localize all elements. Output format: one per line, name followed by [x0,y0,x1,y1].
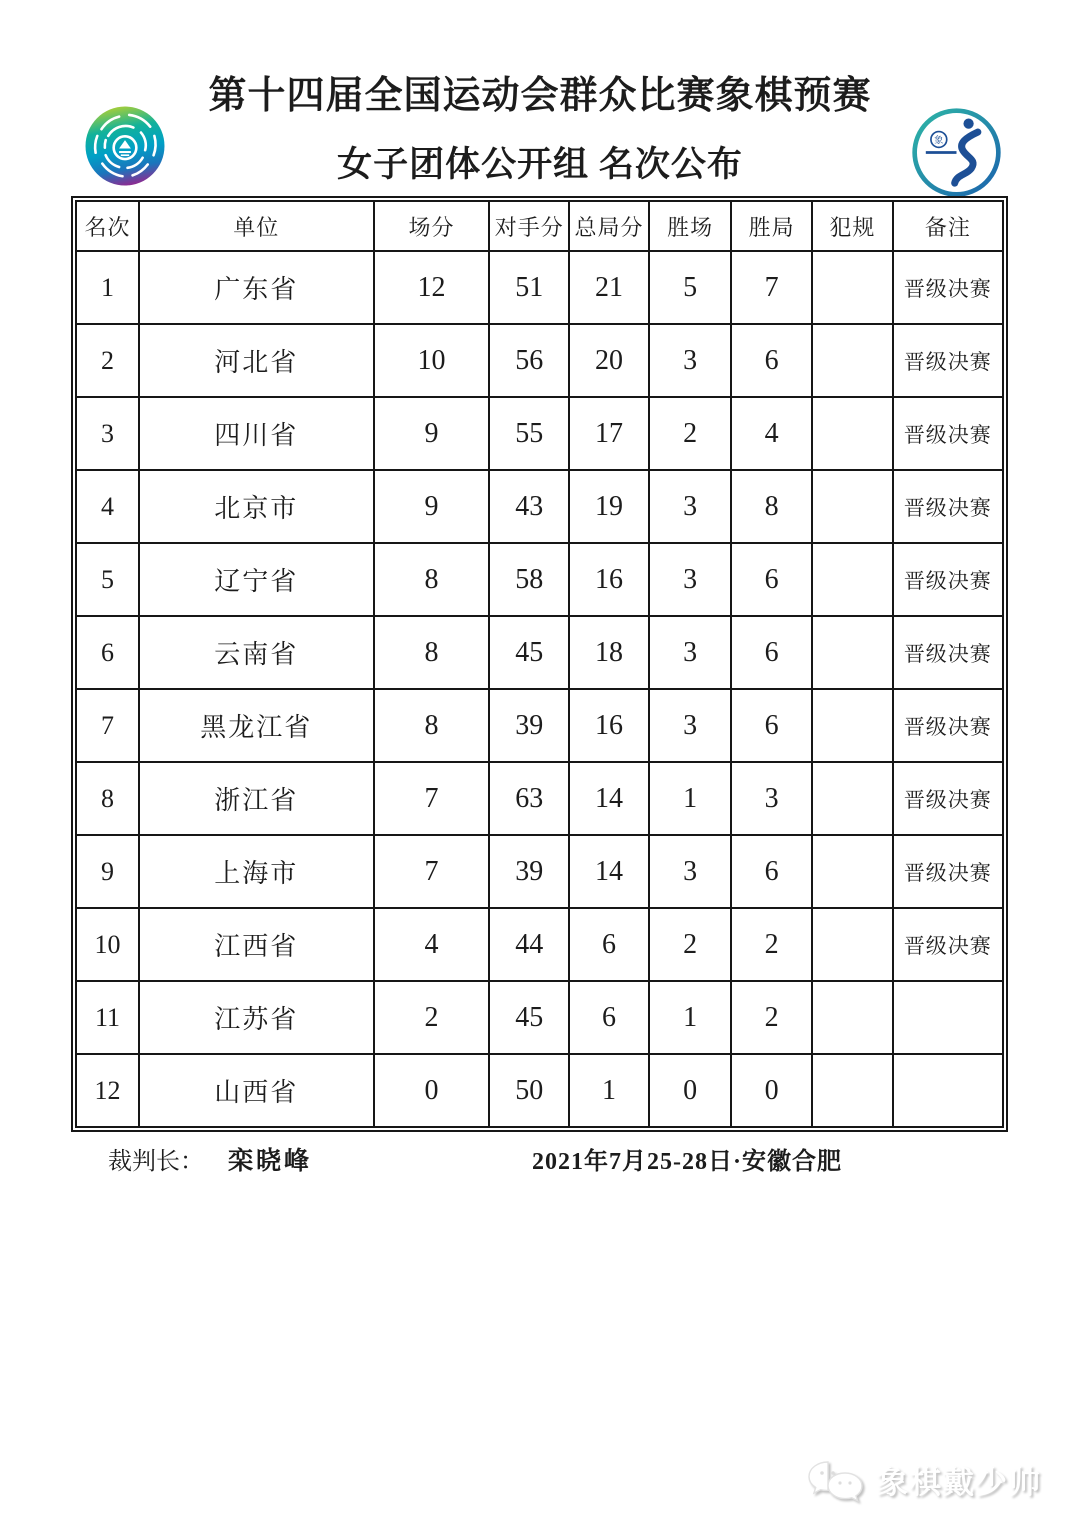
table-row [76,616,1003,689]
table-row [76,908,1003,981]
opponent-points-cell: 50 [489,1054,569,1127]
wins-cell: 5 [649,251,732,324]
fouls-cell [812,981,893,1054]
watermark-text: 象棋戴少帅 [877,1464,1042,1500]
opponent-points-cell: 44 [489,908,569,981]
column-header-wins: 胜场 [649,201,732,251]
fouls-cell [812,1054,893,1127]
wins-cell: 3 [649,689,732,762]
column-header-fouls: 犯规 [812,201,893,251]
opponent-points-cell: 63 [489,762,569,835]
rank-cell: 12 [76,1054,139,1127]
total-game-points-cell: 6 [569,981,649,1054]
rank-cell: 7 [76,689,139,762]
opponent-points-cell: 43 [489,470,569,543]
table-row [76,543,1003,616]
total-game-points-cell: 14 [569,762,649,835]
remark-cell: 晋级决赛 [893,470,1003,543]
wins-cell: 0 [649,1054,732,1127]
table-row [76,762,1003,835]
match-points-cell: 8 [374,689,490,762]
wins-cell: 3 [649,616,732,689]
total-game-points-cell: 16 [569,689,649,762]
remark-cell: 晋级决赛 [893,908,1003,981]
fouls-cell [812,470,893,543]
wechat-icon [805,1459,867,1505]
unit-cell: 上海市 [139,835,374,908]
game-wins-cell: 0 [731,1054,812,1127]
column-header-match-points: 场分 [374,201,490,251]
game-wins-cell: 6 [731,324,812,397]
game-wins-cell: 6 [731,543,812,616]
opponent-points-cell: 56 [489,324,569,397]
match-points-cell: 2 [374,981,490,1054]
referee-label: 裁判长： [108,1149,204,1175]
opponent-points-cell: 39 [489,689,569,762]
column-header-unit: 单位 [139,201,374,251]
remark-cell [893,1054,1003,1127]
opponent-points-cell: 51 [489,251,569,324]
wins-cell: 2 [649,397,732,470]
rank-cell: 1 [76,251,139,324]
remark-cell: 晋级决赛 [893,324,1003,397]
results-table [71,196,1008,1132]
unit-cell: 四川省 [139,397,374,470]
column-header-game-wins: 胜局 [731,201,812,251]
remark-cell: 晋级决赛 [893,543,1003,616]
game-wins-cell: 6 [731,689,812,762]
total-game-points-cell: 17 [569,397,649,470]
watermark [805,1459,1042,1505]
game-wins-cell: 3 [731,762,812,835]
match-points-cell: 9 [374,397,490,470]
wins-cell: 3 [649,835,732,908]
remark-cell: 晋级决赛 [893,689,1003,762]
rank-cell: 6 [76,616,139,689]
column-header-remark: 备注 [893,201,1003,251]
rank-cell: 8 [76,762,139,835]
page-title: 第十四届全国运动会群众比赛象棋预赛 [208,75,872,117]
table-row [76,397,1003,470]
table-row [76,324,1003,397]
rank-cell: 10 [76,908,139,981]
fouls-cell [812,616,893,689]
opponent-points-cell: 45 [489,616,569,689]
column-header-opponent-points: 对手分 [489,201,569,251]
game-wins-cell: 7 [731,251,812,324]
match-points-cell: 10 [374,324,490,397]
table-row [76,251,1003,324]
remark-cell: 晋级决赛 [893,835,1003,908]
total-game-points-cell: 1 [569,1054,649,1127]
opponent-points-cell: 45 [489,981,569,1054]
xiangqi-event-logo-icon [910,106,1003,199]
rank-cell: 4 [76,470,139,543]
fouls-cell [812,762,893,835]
total-game-points-cell: 20 [569,324,649,397]
total-game-points-cell: 6 [569,908,649,981]
unit-cell: 河北省 [139,324,374,397]
match-points-cell: 12 [374,251,490,324]
unit-cell: 北京市 [139,470,374,543]
rank-cell: 5 [76,543,139,616]
total-game-points-cell: 18 [569,616,649,689]
wins-cell: 3 [649,543,732,616]
table-row [76,835,1003,908]
footer [0,1141,1080,1177]
opponent-points-cell: 39 [489,835,569,908]
game-wins-cell: 6 [731,835,812,908]
unit-cell: 云南省 [139,616,374,689]
event-date: 2021年7月25-28日·安徽合肥 [532,1149,842,1175]
table-row [76,689,1003,762]
game-wins-cell: 2 [731,981,812,1054]
fouls-cell [812,397,893,470]
xiangqi-piece-character: 象 [934,136,944,147]
unit-cell: 黑龙江省 [139,689,374,762]
opponent-points-cell: 58 [489,543,569,616]
wins-cell: 3 [649,324,732,397]
referee-block [108,1141,312,1177]
unit-cell: 广东省 [139,251,374,324]
game-wins-cell: 6 [731,616,812,689]
total-game-points-cell: 16 [569,543,649,616]
match-points-cell: 8 [374,616,490,689]
rank-cell: 11 [76,981,139,1054]
remark-cell: 晋级决赛 [893,251,1003,324]
remark-cell: 晋级决赛 [893,397,1003,470]
opponent-points-cell: 55 [489,397,569,470]
results-table-body [76,251,1003,1127]
unit-cell: 浙江省 [139,762,374,835]
unit-cell: 辽宁省 [139,543,374,616]
wins-cell: 3 [649,470,732,543]
rank-cell: 2 [76,324,139,397]
match-points-cell: 4 [374,908,490,981]
total-game-points-cell: 19 [569,470,649,543]
table-row [76,981,1003,1054]
column-header-total-game-points: 总局分 [569,201,649,251]
wins-cell: 1 [649,981,732,1054]
unit-cell: 江西省 [139,908,374,981]
match-points-cell: 8 [374,543,490,616]
unit-cell: 山西省 [139,1054,374,1127]
fouls-cell [812,324,893,397]
wins-cell: 1 [649,762,732,835]
page-subtitle: 女子团体公开组 名次公布 [337,145,743,184]
match-points-cell: 9 [374,470,490,543]
total-game-points-cell: 21 [569,251,649,324]
match-points-cell: 7 [374,762,490,835]
column-header-rank: 名次 [76,201,139,251]
fouls-cell [812,543,893,616]
match-points-cell: 0 [374,1054,490,1127]
total-game-points-cell: 14 [569,835,649,908]
referee-name: 栾晓峰 [228,1148,313,1175]
table-row [76,1054,1003,1127]
wins-cell: 2 [649,908,732,981]
unit-cell: 江苏省 [139,981,374,1054]
fouls-cell [812,689,893,762]
fouls-cell [812,908,893,981]
match-points-cell: 7 [374,835,490,908]
rank-cell: 3 [76,397,139,470]
table-header-row [76,201,1003,251]
remark-cell: 晋级决赛 [893,616,1003,689]
fouls-cell [812,835,893,908]
fouls-cell [812,251,893,324]
remark-cell [893,981,1003,1054]
rank-cell: 9 [76,835,139,908]
game-wins-cell: 8 [731,470,812,543]
game-wins-cell: 4 [731,397,812,470]
game-wins-cell: 2 [731,908,812,981]
table-row [76,470,1003,543]
remark-cell: 晋级决赛 [893,762,1003,835]
